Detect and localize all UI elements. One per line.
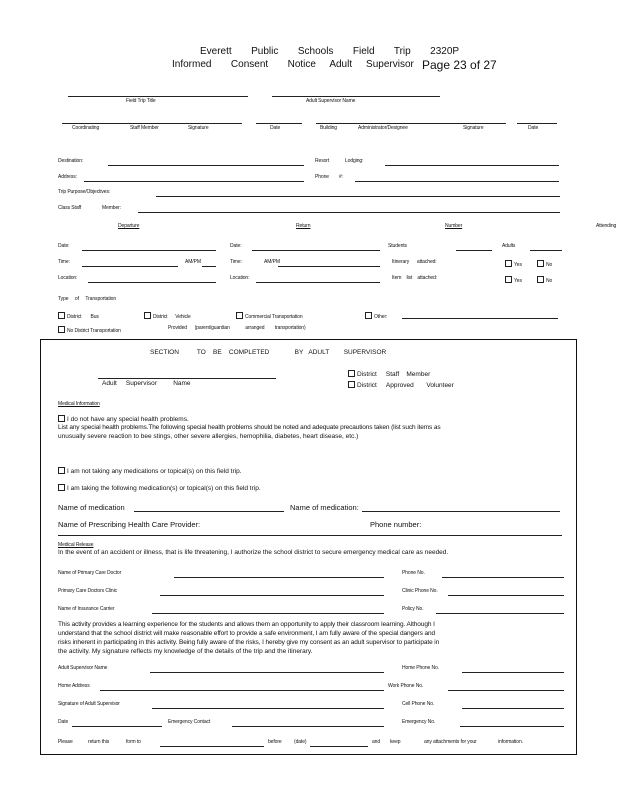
field-trip-title-label: Field Trip Title: [126, 98, 156, 104]
students-label: Students: [388, 243, 407, 249]
home-address-label: Home Address: [58, 683, 90, 689]
work-phone-label: Work Phone No.: [388, 683, 424, 689]
phone-number-label: Phone number:: [370, 520, 422, 529]
destination-label: Destination:: [58, 158, 84, 164]
activity-line2: understand that the school district will make reasonable effort to provide a safe environment, I am fully aware of the special dangers and: [58, 630, 436, 637]
itinerary-yes[interactable]: Yes: [505, 260, 522, 268]
signature-supervisor-label: Signature of Adult Supervisor: [58, 701, 120, 707]
address-label: Address:: [58, 174, 77, 180]
return-form-to: form to: [126, 739, 141, 745]
district-vehicle-option[interactable]: District Vehicle: [144, 312, 191, 320]
ret-time-label: Time:: [230, 259, 242, 265]
signature2-label: Signature: [463, 125, 484, 131]
emergency-contact-label: Emergency Contact: [168, 719, 211, 725]
return-please: Please: [58, 739, 73, 745]
item-list-label: Item list attached:: [392, 275, 438, 281]
release-text: In the event of an accident or illness, that is life threatening, I authorize the school district to secure emergency medical care as needed.: [58, 549, 449, 556]
medical-release-heading: Medical Release: [58, 542, 94, 548]
return-before: before: [268, 739, 282, 745]
return-this: return this: [88, 739, 110, 745]
clinic-phone-label: Clinic Phone No.: [402, 588, 438, 594]
other-option[interactable]: Other:: [365, 312, 387, 320]
number-heading: Number: [445, 223, 463, 229]
activity-line4: the activity. My signature reflects my knowledge of the details of the trip and the itinerary.: [58, 648, 313, 655]
ret-location-label: Location:: [230, 275, 250, 281]
return-attachments: any attachments for your: [424, 739, 477, 745]
prescribing-label: Name of Prescribing Health Care Provider:: [58, 520, 201, 529]
ret-ampm-label: AM/PM: [264, 259, 280, 265]
insurance-carrier-label: Name of Insurance Carrier: [58, 606, 115, 612]
dep-date-label: Date:: [58, 243, 70, 249]
cell-phone-label: Cell Phone No.: [402, 701, 435, 707]
primary-clinic-label: Primary Care Doctors Clinic: [58, 588, 117, 594]
provided-text: Provided (parent/guardian arranged transportation): [168, 325, 306, 331]
resort-label: Resort: [315, 158, 330, 164]
policy-no-label: Policy No.: [402, 606, 424, 612]
emergency-no-label: Emergency No.: [402, 719, 436, 725]
section-title: SECTION TO BE COMPLETED BY ADULT SUPERVISOR: [150, 349, 387, 356]
adult-supervisor-name-caption: Adult Supervisor Name: [102, 380, 191, 387]
activity-line3: risks inherent in participating in this activity. Being fully aware of the risks, I hereby give my consent as an adult supervisor to participate in: [58, 639, 440, 646]
phone-label: Phone: [315, 174, 329, 180]
page-number: Page 23 of 27: [422, 58, 497, 72]
commercial-option[interactable]: Commercial Transportation: [236, 312, 303, 320]
coordinating-label: Coordinating: [72, 125, 100, 131]
item-list-yes[interactable]: Yes: [505, 276, 522, 284]
trip-purpose-label: Trip Purpose/Objectives:: [58, 189, 111, 195]
admin-designee-label: Administrator/Designee: [358, 125, 408, 131]
no-district-option[interactable]: No District Transportation: [58, 326, 121, 334]
adults-label: Adults: [502, 243, 516, 249]
return-heading: Return: [296, 223, 311, 229]
district-staff-option[interactable]: District Staff Member: [348, 370, 430, 379]
type-transport-label: Type of Transportation: [58, 296, 116, 302]
return-keep: keep: [390, 739, 401, 745]
district-bus-option[interactable]: District Bus: [58, 312, 99, 320]
medical-information-heading: Medical Information: [58, 401, 100, 407]
building-label: Building: [320, 125, 337, 131]
staff-member-label: Staff Member: [130, 125, 159, 131]
return-information: information.: [498, 739, 523, 745]
medication-name2-label: Name of medication:: [290, 503, 359, 512]
date-label: Date: [270, 125, 281, 131]
district-volunteer-option[interactable]: District Approved Volunteer: [348, 381, 454, 390]
member-label: Member:: [102, 205, 122, 211]
not-taking-option[interactable]: I am not taking any medications or topical(s) on this field trip.: [58, 467, 242, 476]
item-list-no[interactable]: No: [537, 276, 552, 284]
adult-supervisor-name-label: Adult Supervisor Name: [306, 98, 356, 104]
departure-heading: Departure: [118, 223, 140, 229]
activity-line1: This activity provides a learning experience for the students and allows them an opportunity to apply their classroom learning. Although I: [58, 621, 435, 628]
lodging-label: Lodging:: [345, 158, 364, 164]
date-label-section: Date: [58, 719, 69, 725]
hash-label: #:: [339, 174, 343, 180]
adult-supervisor-name2-label: Adult Supervisor Name: [58, 665, 108, 671]
attending-heading: Attending: [596, 223, 617, 229]
itinerary-no[interactable]: No: [537, 260, 552, 268]
no-health-problems-option[interactable]: I do not have any special health problems.: [58, 415, 189, 424]
dep-location-label: Location:: [58, 275, 78, 281]
return-date: (date): [294, 739, 307, 745]
return-and: and: [372, 739, 381, 745]
dep-ampm-label: AM/PM: [185, 259, 201, 265]
date2-label: Date: [528, 125, 539, 131]
home-phone-label: Home Phone No.: [402, 665, 439, 671]
signature-label: Signature: [188, 125, 209, 131]
header-line2: Informed Consent Notice Adult Supervisor: [172, 59, 414, 70]
header-line1: Everett Public Schools Field Trip 2320P: [200, 46, 460, 57]
primary-care-label: Name of Primary Care Doctor: [58, 570, 122, 576]
list-health-text2: unusually severe reaction to bee stings, other severe allergies, hemophilia, diabetes, heart disease, etc.): [58, 433, 359, 440]
ret-date-label: Date:: [230, 243, 242, 249]
class-staff-label: Class Staff: [58, 205, 81, 211]
supervisor-section-box: [40, 339, 577, 755]
list-health-text: List any special health problems.The following special health problems should be noted and adequate precautions taken (list such items as: [58, 424, 441, 431]
taking-option[interactable]: I am taking the following medication(s) or topical(s) on this field trip.: [58, 484, 261, 493]
itinerary-label: Itinerary attached:: [392, 259, 437, 265]
dep-time-label: Time:: [58, 259, 70, 265]
medication-name-label: Name of medication: [58, 503, 125, 512]
phone-no-label: Phone No.: [402, 570, 425, 576]
